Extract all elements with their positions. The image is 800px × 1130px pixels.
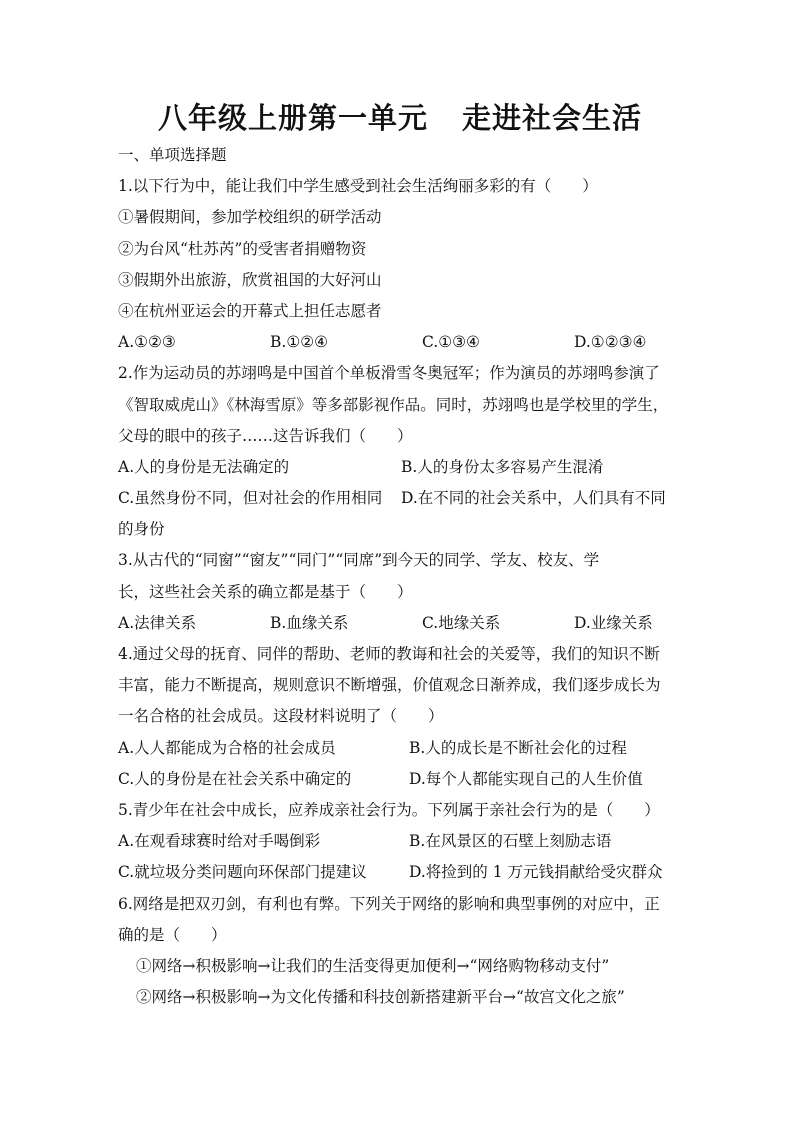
question-stem-line: 3.从古代的“同窗”“窗友”“同门”“同席”到今天的同学、学友、校友、学	[118, 551, 600, 570]
question-stem-line: 4.通过父母的抚育、同伴的帮助、老师的教诲和社会的关爱等，我们的知识不断	[118, 645, 660, 663]
option-d-continuation: 的身份	[118, 520, 165, 539]
question-list	[118, 140, 684, 1013]
option-d[interactable]: D.在不同的社会关系中，人们具有不同	[401, 489, 666, 508]
option-c[interactable]: C.①③④	[422, 333, 480, 352]
answer-options-row	[118, 764, 684, 795]
question-item: ①网络→积极影响→让我们的生活变得更加便利→“网络购物移动支付”	[136, 956, 610, 975]
question-item: ④在杭州亚运会的开幕式上担任志愿者	[118, 301, 382, 320]
option-b[interactable]: B.①②④	[270, 333, 329, 352]
option-c[interactable]: C.人的身份是在社会关系中确定的	[118, 769, 352, 788]
question-item: ②网络→积极影响→为文化传播和科技创新搭建新平台→“故宫文化之旅”	[136, 988, 625, 1007]
question-stem-line: 确的是（ ）	[118, 925, 227, 944]
option-d[interactable]: D.每个人都能实现自己的人生价值	[409, 769, 643, 788]
question-stem-line: 一名合格的社会成员。这段材料说明了（ ）	[118, 707, 444, 726]
question-item: ①暑假期间，参加学校组织的研学活动	[118, 208, 382, 227]
page-title	[0, 98, 800, 138]
question-2	[118, 358, 684, 545]
option-b[interactable]: B.人的成长是不断社会化的过程	[409, 738, 627, 757]
question-6	[118, 889, 684, 1014]
answer-options-row	[118, 452, 684, 483]
option-a[interactable]: A.人的身份是无法确定的	[118, 457, 290, 476]
title-unit: 八年级上册第一单元	[157, 101, 428, 135]
section-heading: 一、单项选择题	[118, 146, 227, 164]
option-d[interactable]: D.①②③④	[574, 333, 647, 352]
option-c[interactable]: C.地缘关系	[422, 613, 501, 632]
question-stem: 1.以下行为中，能让我们中学生感受到社会生活绚丽多彩的有（ ）	[118, 177, 598, 196]
option-b[interactable]: B.血缘关系	[270, 613, 349, 632]
question-4	[118, 639, 684, 795]
option-d[interactable]: D.业缘关系	[574, 613, 653, 632]
question-stem-line: 《智取威虎山》《林海雪原》等多部影视作品。同时，苏翊鸣也是学校里的学生，	[118, 395, 669, 414]
answer-options-row	[118, 483, 684, 514]
question-1	[118, 171, 684, 358]
answer-options-row	[118, 826, 684, 857]
question-item: ②为台风“杜苏芮”的受害者捐赠物资	[118, 239, 367, 258]
option-a[interactable]: A.①②③	[118, 333, 176, 352]
option-b[interactable]: B.人的身份太多容易产生混淆	[401, 457, 604, 476]
option-d[interactable]: D.将捡到的 1 万元钱捐献给受灾群众	[409, 863, 663, 882]
answer-options	[118, 327, 684, 358]
question-stem-line: 长，这些社会关系的确立都是基于（ ）	[118, 582, 413, 601]
option-b[interactable]: B.在风景区的石壁上刻励志语	[409, 832, 612, 851]
question-5	[118, 795, 684, 889]
option-a[interactable]: A.在观看球赛时给对手喝倒彩	[118, 832, 321, 851]
question-stem-line: 丰富，能力不断提高，规则意识不断增强，价值观念日渐养成，我们逐步成长为	[118, 676, 661, 695]
option-a[interactable]: A.法律关系	[118, 613, 197, 632]
answer-options	[118, 608, 684, 639]
question-stem-line: 6.网络是把双刃剑，有利也有弊。下列关于网络的影响和典型事例的对应中，正	[118, 894, 660, 913]
option-c[interactable]: C.就垃圾分类问题向环保部门提建议	[118, 863, 367, 882]
option-a[interactable]: A.人人都能成为合格的社会成员	[118, 738, 336, 757]
answer-options-row	[118, 733, 684, 764]
question-3	[118, 545, 684, 639]
title-topic: 走进社会生活	[462, 101, 643, 135]
question-stem-line: 父母的眼中的孩子……这告诉我们（ ）	[118, 426, 413, 445]
answer-options-row	[118, 857, 684, 888]
question-item: ③假期外出旅游，欣赏祖国的大好河山	[118, 270, 382, 289]
question-stem-line: 2.作为运动员的苏翊鸣是中国首个单板滑雪冬奥冠军；作为演员的苏翊鸣参演了	[118, 364, 660, 383]
option-c[interactable]: C.虽然身份不同，但对社会的作用相同	[118, 489, 383, 508]
question-stem: 5.青少年在社会中成长，应养成亲社会行为。下列属于亲社会行为的是（ ）	[118, 800, 660, 819]
